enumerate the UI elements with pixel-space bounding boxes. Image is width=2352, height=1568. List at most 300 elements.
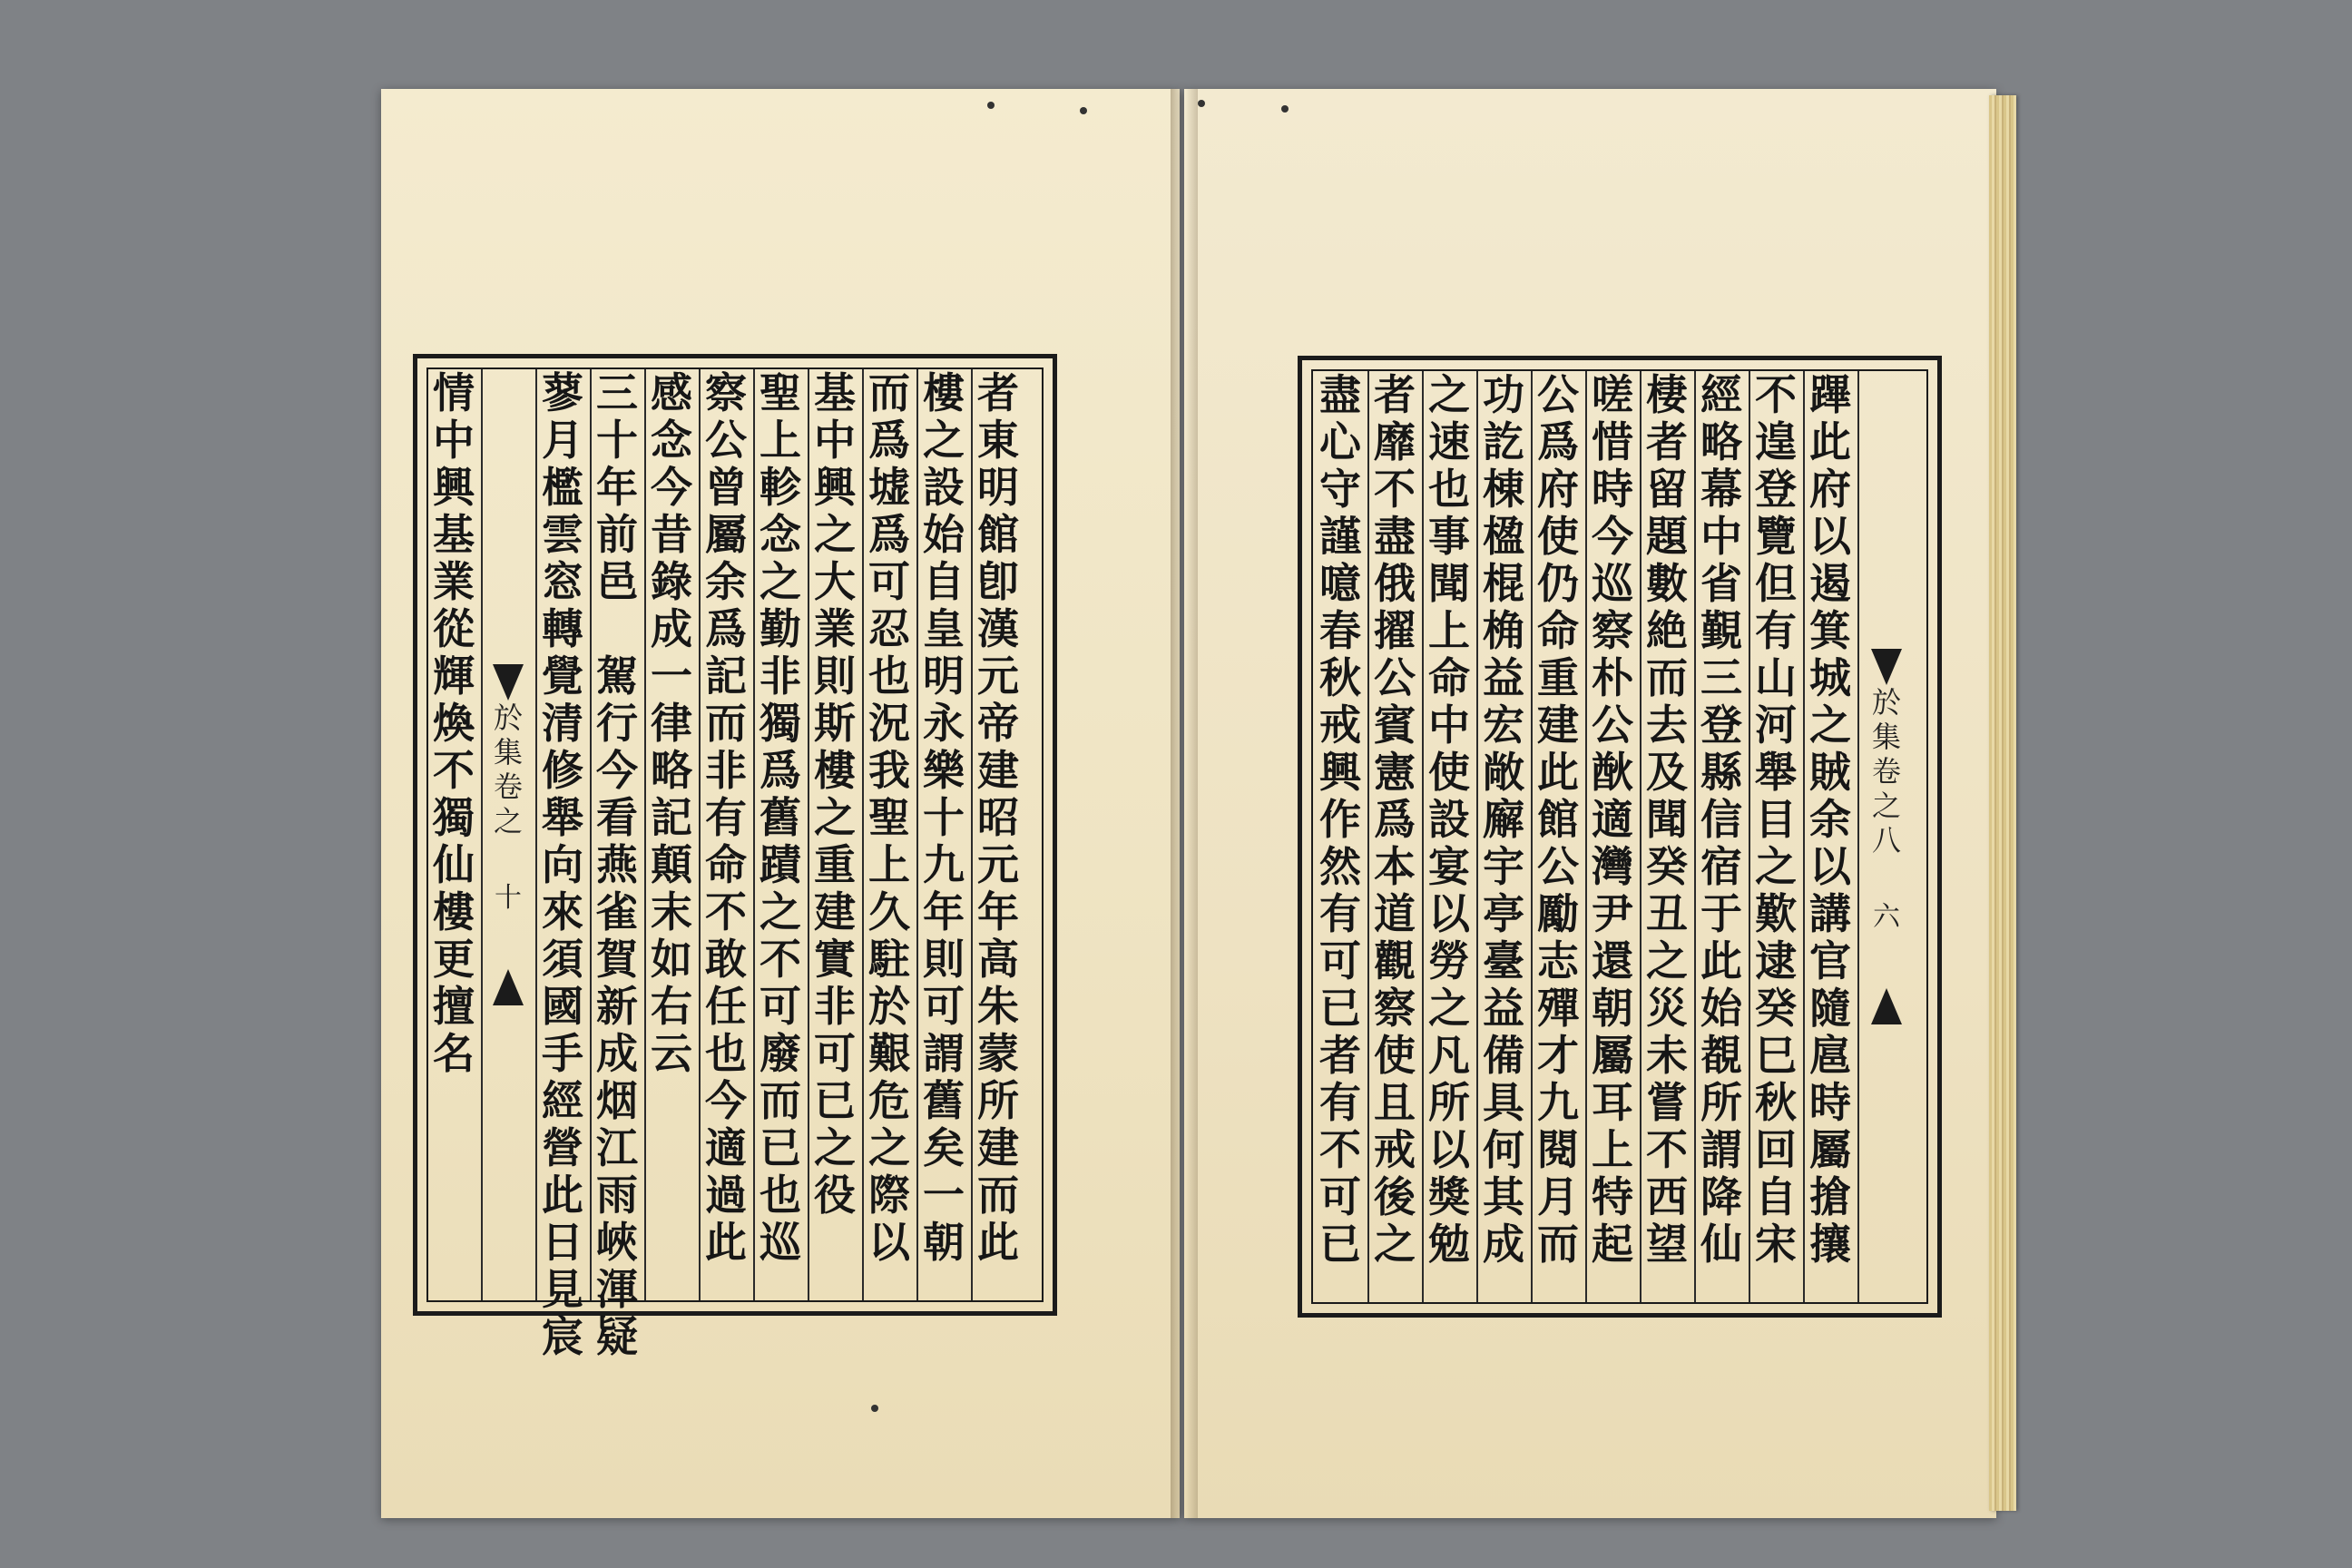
glyph: 雨 [596,1171,638,1220]
glyph: 危 [868,1076,910,1125]
glyph: 此 [977,1218,1019,1267]
left-column-7 [811,369,858,1300]
glyph: 山 [1755,653,1797,702]
glyph: 以 [868,1218,910,1267]
glyph: 速 [1428,417,1470,466]
glyph: 具 [1483,1078,1524,1127]
glyph: 上 [1428,606,1470,655]
glyph: 棟 [1483,465,1524,514]
fish-tail-mark-icon [1871,988,1902,1024]
glyph: 搶 [1809,1172,1851,1221]
right-text-block [1298,356,1942,1318]
glyph: 噫 [1319,559,1361,608]
glyph: 中 [814,416,856,465]
column-rule [1367,371,1369,1302]
column-rule [1422,371,1424,1302]
glyph: 年 [596,463,638,512]
glyph: 明 [977,463,1019,512]
glyph: 遑 [1755,417,1797,466]
glyph [593,605,641,652]
column-rule [644,369,646,1300]
column-rule [808,369,809,1300]
glyph: 上 [760,416,801,465]
glyph: 而 [705,699,747,748]
glyph: 戒 [1319,701,1361,750]
glyph: 㷕 [1592,748,1633,797]
glyph: 今 [1592,512,1633,561]
glyph: 於 [868,982,910,1031]
glyph: 使 [1374,1031,1416,1080]
glyph: 也 [705,1029,747,1078]
glyph: 秋 [1319,653,1361,702]
right-center-strip [1863,371,1910,1302]
worm-hole [987,102,995,109]
glyph: 一 [923,1171,965,1220]
glyph: 歎 [1755,889,1797,938]
glyph: 余 [1809,795,1851,844]
glyph: 之 [1428,984,1470,1033]
worm-hole [1080,107,1087,114]
glyph: 巡 [1592,559,1633,608]
glyph: 則 [923,935,965,984]
glyph: 有 [1755,606,1797,655]
glyph: 成 [596,1029,638,1078]
glyph: 朝 [1592,984,1633,1033]
glyph: 而 [977,1171,1019,1220]
glyph: 特 [1592,1172,1633,1221]
glyph: 舉 [542,793,583,842]
glyph: 煥 [433,699,475,748]
left-column-4 [648,369,695,1300]
glyph: 卷 [1871,754,1901,789]
glyph: 興 [814,463,856,512]
glyph: 然 [1319,842,1361,891]
glyph: 斯 [814,699,856,748]
glyph: 者 [1319,1031,1361,1080]
glyph: 樓 [814,746,856,795]
left-center-strip [485,369,532,1300]
glyph: 春 [1319,606,1361,655]
glyph: 年 [977,887,1019,936]
glyph: 昔 [651,510,692,559]
glyph: 設 [923,463,965,512]
column-rule [1803,371,1805,1302]
glyph: 三 [1700,653,1742,702]
column-rule [1749,371,1750,1302]
glyph: 基 [814,368,856,417]
glyph: 律 [651,699,692,748]
glyph: 業 [814,604,856,653]
glyph: 須 [542,935,583,984]
glyph: 顛 [651,840,692,889]
right-column-9 [1752,371,1799,1302]
glyph: 宇 [1483,842,1524,891]
glyph: 楹 [1483,512,1524,561]
glyph: 駕 [596,652,638,701]
glyph: 目 [1755,795,1797,844]
glyph: 仙 [1700,1220,1742,1269]
glyph: 也 [868,652,910,701]
glyph: 三 [596,368,638,417]
column-rule [753,369,755,1300]
glyph: 憲 [1374,748,1416,797]
column-rule [1585,371,1587,1302]
glyph: 日 [542,1218,583,1267]
glyph: 去 [1646,701,1688,750]
glyph: 已 [1319,984,1361,1033]
glyph: 巳 [1755,1031,1797,1080]
left-column-5 [702,369,750,1300]
left-column-3 [593,368,641,1361]
glyph: 基 [433,510,475,559]
glyph: 之 [814,510,856,559]
glyph: 盡 [1374,512,1416,561]
glyph: 重 [814,840,856,889]
glyph: 不 [1755,370,1797,419]
glyph: 留 [1646,465,1688,514]
glyph: 月 [1537,1172,1579,1221]
glyph: 賓 [1374,701,1416,750]
glyph: 之 [760,557,801,606]
glyph: 修 [542,746,583,795]
left-column-6 [757,369,804,1300]
glyph: 攘 [1809,1220,1851,1269]
glyph: 新 [596,982,638,1031]
glyph: 建 [1537,701,1579,750]
glyph: 窓 [542,557,583,606]
glyph: 覩 [1700,1031,1742,1080]
glyph: 使 [1428,748,1470,797]
glyph: 雀 [596,887,638,936]
glyph: 屬 [705,510,747,559]
glyph: 戒 [1374,1125,1416,1174]
left-strip-title [490,701,526,838]
glyph: 館 [977,510,1019,559]
glyph: 可 [923,982,965,1031]
glyph: 可 [1319,1172,1361,1221]
glyph: 上 [868,840,910,889]
glyph: 之 [1809,701,1851,750]
glyph: 忍 [868,604,910,653]
glyph: 前 [596,510,638,559]
left-column-2 [539,368,586,1361]
glyph: 者 [977,368,1019,417]
glyph: 中 [433,416,475,465]
right-column-5 [1534,371,1582,1302]
glyph: 曾 [705,463,747,512]
glyph: 之 [814,793,856,842]
glyph: 絶 [1646,606,1688,655]
glyph: 則 [814,652,856,701]
glyph: 所 [1700,1078,1742,1127]
glyph: 勵 [1537,889,1579,938]
glyph: 靡 [1374,417,1416,466]
glyph: 非 [814,982,856,1031]
glyph: 擢 [1374,606,1416,655]
glyph: 丑 [1646,889,1688,938]
glyph: 蓼 [542,368,583,417]
glyph: 不 [705,887,747,936]
glyph: 集 [1871,720,1901,754]
glyph: 之 [1646,936,1688,985]
glyph: 余 [705,557,747,606]
glyph: 臺 [1483,936,1524,985]
glyph: 朱 [977,982,1019,1031]
glyph: 道 [1374,889,1416,938]
glyph: 高 [977,935,1019,984]
glyph: 之 [493,804,523,838]
glyph: 訖 [1483,417,1524,466]
glyph: 業 [433,557,475,606]
glyph: 雲 [542,510,583,559]
glyph: 矣 [923,1123,965,1172]
glyph: 聖 [760,368,801,417]
glyph: 災 [1646,984,1688,1033]
glyph: 俄 [1374,559,1416,608]
glyph: 聖 [868,793,910,842]
glyph: 手 [542,1029,583,1078]
glyph: 不 [760,935,801,984]
glyph: 年 [923,887,965,936]
glyph: 獨 [433,793,475,842]
glyph: 勤 [760,604,801,653]
glyph: 集 [493,735,523,769]
glyph: 此 [542,1171,583,1220]
glyph: 公 [1592,701,1633,750]
glyph: 十 [923,793,965,842]
left-strip-number: 十 [495,882,522,914]
glyph: 其 [1483,1172,1524,1221]
glyph: 明 [923,652,965,701]
glyph: 江 [596,1123,638,1172]
glyph: 始 [1700,984,1742,1033]
glyph: 不 [1374,465,1416,514]
glyph: 皇 [923,604,965,653]
glyph: 可 [1319,936,1361,985]
glyph: 者 [1374,370,1416,419]
glyph: 時 [1809,1078,1851,1127]
glyph: 檻 [542,463,583,512]
glyph: 任 [705,982,747,1031]
glyph: 重 [1537,653,1579,702]
glyph: 守 [1319,465,1361,514]
glyph: 灣 [1592,842,1633,891]
glyph: 益 [1483,984,1524,1033]
glyph: 上 [1592,1125,1633,1174]
glyph: 樓 [433,887,475,936]
glyph: 敞 [1483,748,1524,797]
left-column-8 [866,369,913,1300]
column-rule [916,369,918,1300]
glyph: 察 [705,368,747,417]
glyph: 信 [1700,795,1742,844]
glyph: 命 [1537,606,1579,655]
glyph: 獎 [1428,1172,1470,1221]
glyph: 覲 [1700,606,1742,655]
right-column-1 [1317,371,1364,1302]
glyph: 久 [868,887,910,936]
glyph: 有 [1319,889,1361,938]
glyph: 惜 [1592,417,1633,466]
right-strip-title [1868,685,1905,858]
glyph: 之 [814,1123,856,1172]
glyph: 聞 [1646,795,1688,844]
glyph: 渾 [596,1265,638,1314]
glyph: 蒙 [977,1029,1019,1078]
glyph: 棲 [1646,370,1688,419]
glyph: 勞 [1428,936,1470,985]
left-column-1 [430,369,477,1300]
glyph: 隨 [1809,984,1851,1033]
glyph: 於 [1871,685,1901,720]
glyph: 名 [433,1029,475,1078]
glyph: 敢 [705,935,747,984]
column-rule [1857,371,1859,1302]
glyph: 軫 [760,463,801,512]
glyph: 癸 [1646,842,1688,891]
glyph: 所 [977,1076,1019,1125]
glyph: 不 [433,746,475,795]
glyph: 朴 [1592,653,1633,702]
glyph: 更 [433,935,475,984]
glyph: 幕 [1700,465,1742,514]
glyph: 樓 [923,368,965,417]
glyph: 舊 [760,793,801,842]
glyph: 府 [1809,465,1851,514]
glyph: 未 [1646,1031,1688,1080]
glyph: 昭 [977,793,1019,842]
glyph: 錄 [651,557,692,606]
glyph: 向 [542,840,583,889]
page-edges [1989,95,2016,1511]
glyph: 備 [1483,1031,1524,1080]
glyph: 公 [1537,370,1579,419]
glyph: 適 [705,1123,747,1172]
glyph: 官 [1809,936,1851,985]
glyph: 記 [705,652,747,701]
glyph: 所 [1428,1078,1470,1127]
glyph: 爲 [1374,795,1416,844]
glyph: 此 [1700,936,1742,985]
glyph: 之 [1428,370,1470,419]
glyph: 云 [651,1029,692,1078]
glyph: 棍 [1483,559,1524,608]
glyph: 才 [1537,1031,1579,1080]
glyph: 宴 [1428,842,1470,891]
glyph: 可 [760,982,801,1031]
glyph: 公 [705,416,747,465]
fish-tail-mark-icon [493,664,524,701]
left-inner-frame [426,368,1044,1361]
glyph: 館 [1537,795,1579,844]
right-column-2 [1371,371,1418,1302]
glyph: 而 [760,1076,801,1125]
glyph: 以 [1809,842,1851,891]
glyph: 本 [1374,842,1416,891]
glyph: 巡 [760,1218,801,1267]
column-rule [590,369,592,1300]
glyph: 賀 [596,935,638,984]
glyph: 屬 [1592,1031,1633,1080]
glyph: 爲 [868,510,910,559]
glyph: 仍 [1537,559,1579,608]
glyph: 謂 [923,1029,965,1078]
glyph: 心 [1319,417,1361,466]
glyph: 經 [542,1076,583,1125]
left-text-block [413,354,1057,1361]
glyph: 爲 [868,416,910,465]
glyph: 此 [1537,748,1579,797]
glyph: 設 [1428,795,1470,844]
glyph: 志 [1537,936,1579,985]
glyph: 事 [1428,512,1470,561]
glyph: 講 [1809,889,1851,938]
right-inner-frame [1311,369,1928,1304]
glyph: 公 [1374,653,1416,702]
glyph: 國 [542,982,583,1031]
glyph: 爲 [1537,417,1579,466]
glyph: 而 [868,368,910,417]
glyph: 如 [651,935,692,984]
glyph: 耳 [1592,1078,1633,1127]
glyph: 回 [1755,1125,1797,1174]
glyph: 縣 [1700,748,1742,797]
glyph: 桷 [1483,606,1524,655]
glyph: 實 [814,935,856,984]
glyph: 嗟 [1592,370,1633,419]
glyph: 降 [1700,1172,1742,1221]
glyph: 建 [814,887,856,936]
glyph: 峽 [596,1218,638,1267]
glyph: 十 [596,416,638,465]
glyph: 一 [651,652,692,701]
glyph: 之 [1755,842,1797,891]
glyph: 公 [1537,842,1579,891]
glyph: 漢 [977,604,1019,653]
glyph: 非 [760,652,801,701]
glyph: 此 [705,1218,747,1267]
glyph: 自 [1755,1172,1797,1221]
glyph: 始 [923,510,965,559]
worm-hole [871,1405,878,1412]
glyph: 營 [542,1123,583,1172]
glyph: 起 [1592,1220,1633,1269]
glyph: 役 [814,1171,856,1220]
glyph: 時 [1592,465,1633,514]
glyph: 尹 [1592,889,1633,938]
glyph: 勉 [1428,1220,1470,1269]
glyph: 西 [1646,1172,1688,1221]
glyph: 自 [923,557,965,606]
glyph: 且 [1374,1078,1416,1127]
glyph: 看 [596,793,638,842]
glyph: 況 [868,699,910,748]
glyph: 中 [1428,701,1470,750]
glyph: 覺 [542,652,583,701]
glyph: 擅 [433,982,475,1031]
glyph: 見 [542,1265,583,1314]
glyph: 不 [1319,1125,1361,1174]
glyph: 宿 [1700,842,1742,891]
glyph: 爲 [760,746,801,795]
glyph: 可 [814,1029,856,1078]
glyph: 凡 [1428,1031,1470,1080]
glyph: 命 [1428,653,1470,702]
glyph: 嘗 [1646,1078,1688,1127]
column-rule [971,369,973,1300]
glyph: 念 [760,510,801,559]
glyph: 八 [1871,823,1901,858]
